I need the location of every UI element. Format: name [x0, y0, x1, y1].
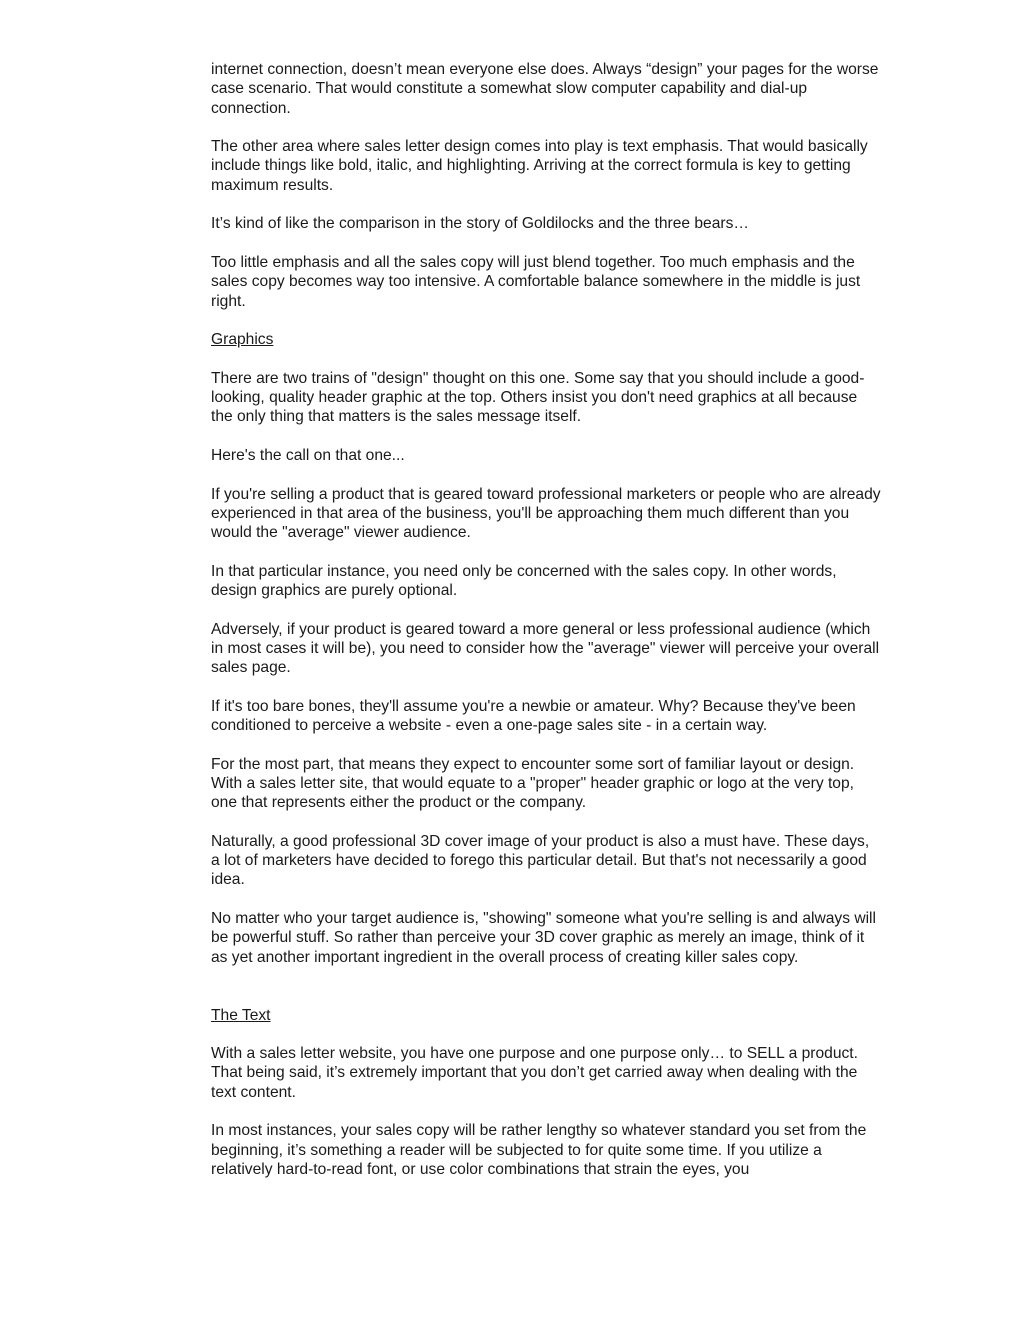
paragraph: For the most part, that means they expect to encounter some sort of familiar layout or design. With a sales letter site, that would equate to a "proper" header graphic or logo at the very top, one that represents either the product or the company. — [211, 755, 855, 812]
section-heading-the-text: The Text — [211, 1006, 271, 1024]
paragraph: internet connection, doesn’t mean everyone else does. Always “design” your pages for the worse case scenario. That would constitute a somewhat slow computer capability and dial-up connection. — [211, 61, 879, 117]
document-page — [211, 60, 881, 1199]
paragraph: Here's the call on that one... — [211, 446, 405, 464]
paragraph: With a sales letter website, you have one purpose and one purpose only… to SELL a product. That being said, it’s extremely important that you don’t get carried away when dealing with the text content. — [211, 1045, 858, 1101]
paragraph: In most instances, your sales copy will be rather lengthy so whatever standard you set from the beginning, it’s something a reader will be subjected to for quite some time. If you utilize a relatively hard-to-read font, or use color combinations that strain the eyes, you — [211, 1122, 867, 1178]
paragraph: Adversely, if your product is geared toward a more general or less professional audience (which in most cases it will be), you need to consider how the "average" viewer will perceive your overall sales page. — [211, 620, 880, 677]
paragraph: Naturally, a good professional 3D cover image of your product is also a must have. These days, a lot of marketers have decided to forego this particular detail. But that's not necessarily a good idea. — [211, 832, 870, 889]
paragraph: If you're selling a product that is geared toward professional marketers or people who are already experienced in that area of the business, you'll be approaching them much different than you would the "average" viewer audience. — [211, 485, 881, 542]
paragraph: Too little emphasis and all the sales copy will just blend together. Too much emphasis and the sales copy becomes way too intensive. A comfortable balance somewhere in the middle is just right. — [211, 253, 861, 310]
section-heading-graphics: Graphics — [211, 331, 274, 349]
paragraph: It’s kind of like the comparison in the story of Goldilocks and the three bears… — [211, 215, 749, 233]
paragraph: If it's too bare bones, they'll assume you're a newbie or amateur. Why? Because they've been conditioned to perceive a website - even a one-page sales site - in a certain way. — [211, 697, 856, 735]
paragraph: There are two trains of "design" thought on this one. Some say that you should include a good-looking, quality header graphic at the top. Others insist you don't need graphics at all because the only thing that matters is the sales message itself. — [211, 369, 865, 426]
paragraph: No matter who your target audience is, "showing" someone what you're selling is and always will be powerful stuff. So rather than perceive your 3D cover graphic as merely an image, think of it as yet another important ingredient in the overall process of creating killer sales copy. — [211, 910, 876, 966]
paragraph: In that particular instance, you need only be concerned with the sales copy. In other words, design graphics are purely optional. — [211, 562, 837, 600]
paragraph: The other area where sales letter design comes into play is text emphasis. That would basically include things like bold, italic, and highlighting. Arriving at the correct formula is key to getting maximum results. — [211, 138, 868, 194]
